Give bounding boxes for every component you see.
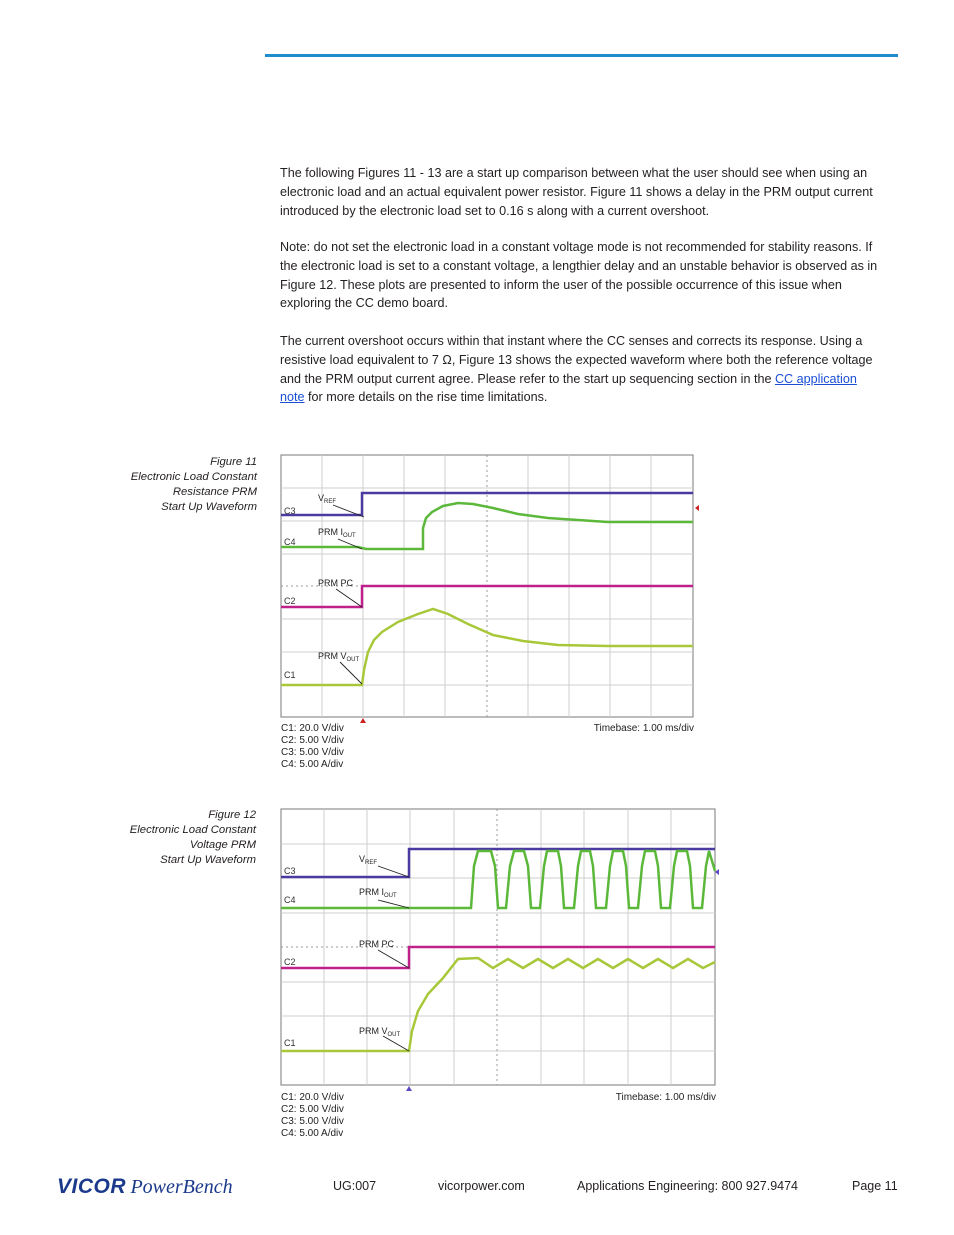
figure-11-label-iout: PRM $I_{OUT}$ xyxy=(318,527,356,539)
cc-application-note-link[interactable]: CC application note xyxy=(280,371,857,405)
figure-12-label-vref: $V_{REF}$ xyxy=(359,854,378,866)
figure-11-channel-c3: C3 xyxy=(284,506,296,516)
figure-11-trigger-position-marker xyxy=(360,718,366,723)
figure-11-caption-line-4: Start Up Waveform xyxy=(161,501,257,513)
figure-12-scale-c4: C4: 5.00 A/div xyxy=(281,1128,344,1139)
figure-11-caption xyxy=(107,455,257,515)
figure-11-caption-line-2: Electronic Load Constant xyxy=(130,471,257,483)
figure-12-scale-c3: C3: 5.00 V/div xyxy=(281,1116,344,1127)
figure-11-channel-c1: C1 xyxy=(284,670,296,680)
vicor-powerbench-logo xyxy=(57,1175,233,1199)
figure-12-timebase: Timebase: 1.00 ms/div xyxy=(615,1092,716,1103)
figure-11-channel-c4: C4 xyxy=(284,537,296,547)
figure-12-caption-line-4: Start Up Waveform xyxy=(160,854,256,866)
figure-11-caption-line-3: Resistance PRM xyxy=(172,486,257,498)
figure-12-number: Figure 12 xyxy=(208,809,256,821)
figure-11-label-vref: $V_{REF}$ xyxy=(318,493,337,505)
figure-12-channel-c1: C1 xyxy=(284,1038,296,1048)
footer-page-number: Page 11 xyxy=(852,1179,898,1193)
paragraph-overshoot xyxy=(280,332,880,407)
figure-12-caption xyxy=(106,808,256,868)
figure-12-caption-line-2: Electronic Load Constant xyxy=(129,824,256,836)
figure-12-oscilloscope-capture xyxy=(278,806,722,1142)
header-rule xyxy=(265,54,898,57)
figure-12-channel-c2: C2 xyxy=(284,957,296,967)
footer-doc-id: UG:007 xyxy=(333,1179,377,1193)
paragraph-overshoot-text: The current overshoot occurs within that instant where the CC senses and corrects its response. Using a resistive load equivalent to 7 Ω, Figure 13 shows the expected waveform where both the reference voltage and the PRM output current agree. Please refer to the start up sequencing section in the xyxy=(280,334,873,386)
figure-12-waveform xyxy=(278,806,722,1142)
figure-12-channel-c4: C4 xyxy=(284,895,296,905)
figure-12-channel-c3: C3 xyxy=(284,866,296,876)
figure-12-label-pc: PRM PC xyxy=(359,939,395,949)
figure-11-scale-c1: C1: 20.0 V/div xyxy=(281,723,344,734)
figure-11-channel-c2: C2 xyxy=(284,596,296,606)
vicor-wordmark: VICOR xyxy=(57,1175,127,1198)
paragraph-intro: The following Figures 11 - 13 are a start up comparison between what the user should see when using an electronic load and an actual equivalent power resistor. Figure 11 shows a delay in the PRM output current introduced by the electronic load set to 0.16 s along with a current overshoot. xyxy=(280,166,873,218)
footer-website: vicorpower.com xyxy=(438,1179,525,1193)
figure-12-label-vout: PRM $V_{OUT}$ xyxy=(359,1026,401,1038)
figure-11-timebase: Timebase: 1.00 ms/div xyxy=(593,723,694,734)
figure-11-label-pc: PRM PC xyxy=(318,578,354,588)
figure-11-trigger-level-marker xyxy=(695,505,699,511)
figure-12-trigger-position-marker xyxy=(406,1086,412,1091)
figure-12-caption-line-3: Voltage PRM xyxy=(189,839,256,851)
figure-11-scale-c4: C4: 5.00 A/div xyxy=(281,759,344,770)
paragraph-note: Note: do not set the electronic load in a constant voltage mode is not recommended for stability reasons. If the electronic load is set to a constant voltage, a lengthier delay and an unstable behavior is observed as in Figure 12. These plots are presented to inform the user of the possible occurrence of this issue when exploring the CC demo board. xyxy=(280,240,878,311)
figure-11-scale-c2: C2: 5.00 V/div xyxy=(281,735,344,746)
powerbench-wordmark: PowerBench xyxy=(130,1176,233,1198)
paragraph-overshoot-tail: for more details on the rise time limitations. xyxy=(304,390,548,405)
footer-applications-engineering: Applications Engineering: 800 927.9474 xyxy=(577,1179,799,1193)
figure-11-number: Figure 11 xyxy=(210,456,257,468)
figure-11-waveform xyxy=(278,452,700,772)
figure-12-label-iout: PRM $I_{OUT}$ xyxy=(359,887,397,899)
figure-12-scale-c1: C1: 20.0 V/div xyxy=(281,1092,344,1103)
figure-11-oscilloscope-capture xyxy=(278,452,700,772)
figure-11-scale-c3: C3: 5.00 V/div xyxy=(281,747,344,758)
figure-12-scale-c2: C2: 5.00 V/div xyxy=(281,1104,344,1115)
figure-11-label-vout: PRM $V_{OUT}$ xyxy=(318,651,360,663)
